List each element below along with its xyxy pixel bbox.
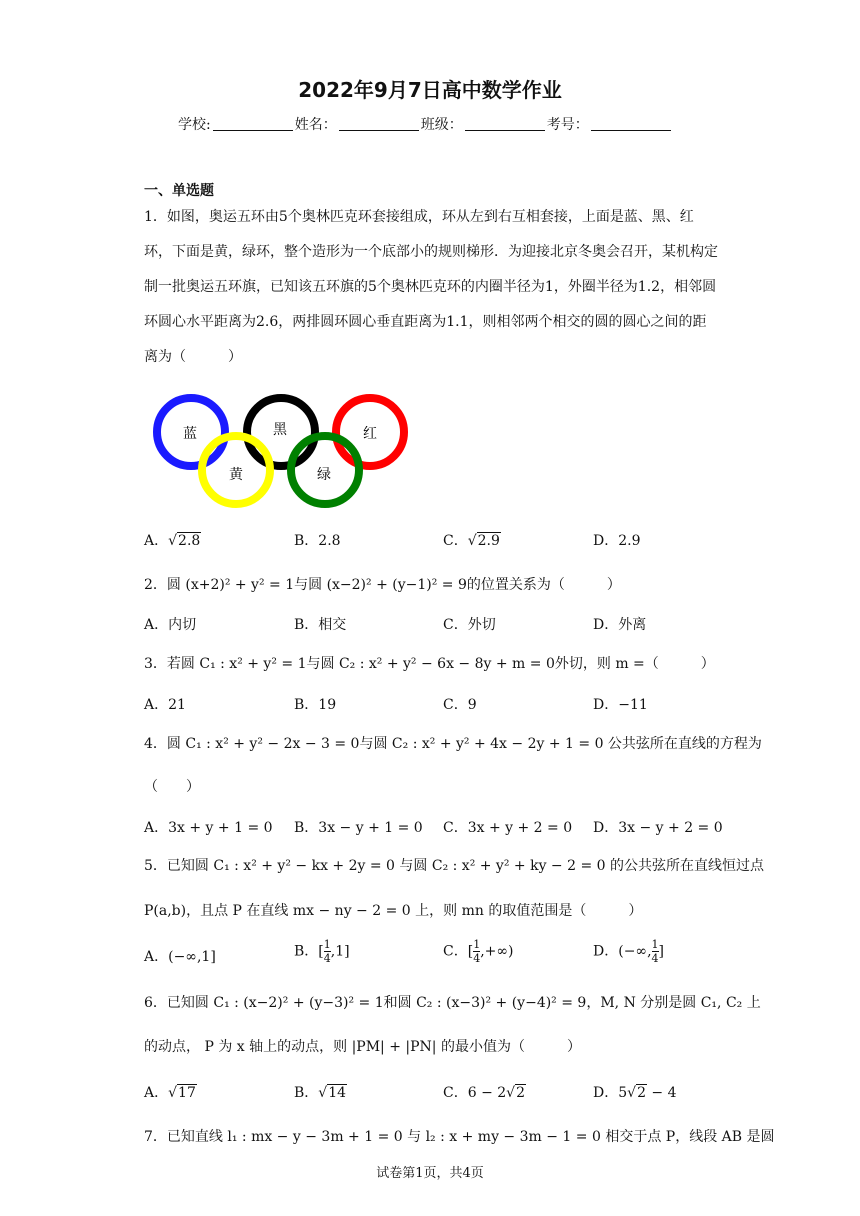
page-title: 2022年9月7日高中数学作业 <box>298 78 562 102</box>
q5-option-a[interactable]: A．(−∞,1] <box>144 949 216 965</box>
q3-option-c[interactable]: C．9 <box>443 697 477 713</box>
option-label: D． <box>593 943 619 960</box>
fraction <box>324 938 331 965</box>
q4-option-d[interactable]: D．3x − y + 2 = 0 <box>593 820 723 836</box>
question-7-text: 7．已知直线 l₁ : mx − y − 3m + 1 = 0 与 l₂ : x + my − 3m − 1 = 0 相交于点 P，线段 AB 是圆 <box>144 1129 775 1145</box>
red-ring-label: 红 <box>363 426 377 442</box>
q1-option-b[interactable]: B．2.8 <box>294 533 341 549</box>
fraction-numerator: 1 <box>473 938 481 951</box>
student-info <box>178 114 673 134</box>
question-1-text: 1．如图，奥运五环由5个奥林匹克环套接组成，环从左到右互相套接，上面是蓝、黑、红环，下面是黄，绿环，整个造形为一个底部小的规则梯形．为迎接北京冬奥会召开，某机构定制一批奥运五环旗，已知该五环旗的5个奥林匹克环的内圈半径为1，外圈半径为1.2，相邻圆环圆心水平距离为2.6，两排圆环圆心垂直距离为1.1，则相邻两个相交的圆的圆心之间的距离为（ ） <box>144 209 718 365</box>
q3-option-b[interactable]: B．19 <box>294 697 337 713</box>
question-3-text: 3．若圆 C₁ : x² + y² = 1与圆 C₂ : x² + y² − 6x − 8y + m = 0外切，则 m =（ ） <box>144 656 715 672</box>
q2-option-c[interactable]: C．外切 <box>443 617 496 633</box>
page-footer: 试卷第1页，共4页 <box>376 1166 484 1181</box>
option-label: B． <box>294 1085 319 1101</box>
option-label: C．6 − 2 <box>443 1085 507 1101</box>
q6-option-c[interactable]: C．6 − 2√2 <box>443 1085 526 1101</box>
q5-option-d[interactable] <box>593 938 664 965</box>
option-label: C． <box>443 533 468 549</box>
school-label: 学校: <box>178 117 211 133</box>
sqrt-value: 2.8 <box>178 533 201 549</box>
option-text: ] <box>658 943 665 960</box>
fraction-numerator: 1 <box>323 938 331 951</box>
option-label: A． <box>144 1085 169 1101</box>
exam-no-label: 考号： <box>546 117 589 133</box>
q1-option-a[interactable]: A．√2.8 <box>144 533 201 549</box>
question-4-text: 4．圆 C₁ : x² + y² − 2x − 3 = 0与圆 C₂ : x² + y² + 4x − 2y + 1 = 0 公共弦所在直线的方程为 <box>144 736 762 752</box>
blue-ring-label: 蓝 <box>183 426 197 442</box>
sqrt-value: 2.9 <box>477 533 500 549</box>
q2-option-b[interactable]: B．相交 <box>294 617 347 633</box>
option-label: B． <box>294 943 319 960</box>
sqrt-value: 2 <box>637 1085 646 1101</box>
sqrt-value: 17 <box>178 1085 196 1101</box>
q5-option-b[interactable]: B．[ $\frac{1}{4}$ ,1] <box>294 938 350 965</box>
q3-option-d[interactable]: D．−11 <box>593 697 648 713</box>
q2-option-d[interactable]: D．外离 <box>593 617 647 633</box>
fraction <box>652 938 659 965</box>
q2-option-a[interactable]: A．内切 <box>144 617 197 633</box>
fraction-denominator: 4 <box>323 952 331 965</box>
option-label: D．5 <box>593 1085 628 1101</box>
option-text: ,1] <box>330 943 350 960</box>
q6-option-d[interactable]: D．5√2 − 4 <box>593 1085 677 1101</box>
option-label: A． <box>144 533 169 549</box>
fraction-denominator: 4 <box>651 952 659 965</box>
sqrt-value: 2 <box>516 1085 526 1101</box>
q5-option-c[interactable]: C．[ $\frac{1}{4}$ ,+∞) <box>443 938 514 965</box>
option-text: ,+∞) <box>480 943 514 960</box>
question-4-text-cont: （ ） <box>144 779 200 795</box>
q1-option-c[interactable]: C．√2.9 <box>443 533 500 549</box>
yellow-ring-label: 黄 <box>229 467 243 483</box>
option-label: C． <box>443 943 468 960</box>
question-5-text: 5．已知圆 C₁ : x² + y² − kx + 2y = 0 与圆 C₂ : x² + y² + ky − 2 = 0 的公共弦所在直线恒过点 <box>144 858 765 874</box>
fraction-numerator: 1 <box>651 938 659 951</box>
name-label: 姓名： <box>294 117 337 133</box>
question-5-text-cont: P(a,b)，且点 P 在直线 mx − ny − 2 = 0 上，则 mn 的取值范围是（ ） <box>144 903 643 919</box>
black-ring-label: 黑 <box>273 422 287 438</box>
sqrt-value: 14 <box>328 1085 347 1101</box>
q4-option-a[interactable]: A．3x + y + 1 = 0 <box>144 820 273 836</box>
q6-option-b[interactable]: B．√14 <box>294 1085 347 1101</box>
section-title: 一、单选题 <box>144 183 214 199</box>
option-text: − 4 <box>646 1085 677 1101</box>
option-text: (−∞, <box>618 943 652 960</box>
exam-no-blank[interactable] <box>591 116 671 131</box>
question-6-text-cont: 的动点， P 为 x 轴上的动点，则 |PM| + |PN| 的最小值为（ ） <box>144 1039 581 1055</box>
name-blank[interactable] <box>339 116 419 131</box>
question-6-text: 6．已知圆 C₁ : (x−2)² + (y−3)² = 1和圆 C₂ : (x−3)² + (y−4)² = 9，M, N 分别是圆 C₁, C₂ 上 <box>144 995 761 1011</box>
q4-option-c[interactable]: C．3x + y + 2 = 0 <box>443 820 573 836</box>
q1-option-d[interactable]: D．2.9 <box>593 533 641 549</box>
school-blank[interactable] <box>213 116 293 131</box>
q6-option-a[interactable]: A．√17 <box>144 1085 196 1101</box>
question-2-text: 2．圆 (x+2)² + y² = 1与圆 (x−2)² + (y−1)² = 9的位置关系为（ ） <box>144 577 621 593</box>
class-label: 班级： <box>420 117 463 133</box>
class-blank[interactable] <box>465 116 545 131</box>
olympic-rings-figure <box>150 390 420 515</box>
q4-option-b[interactable]: B．3x − y + 1 = 0 <box>294 820 423 836</box>
green-ring-label: 绿 <box>317 467 331 483</box>
q3-option-a[interactable]: A．21 <box>144 697 186 713</box>
fraction-denominator: 4 <box>473 952 481 965</box>
